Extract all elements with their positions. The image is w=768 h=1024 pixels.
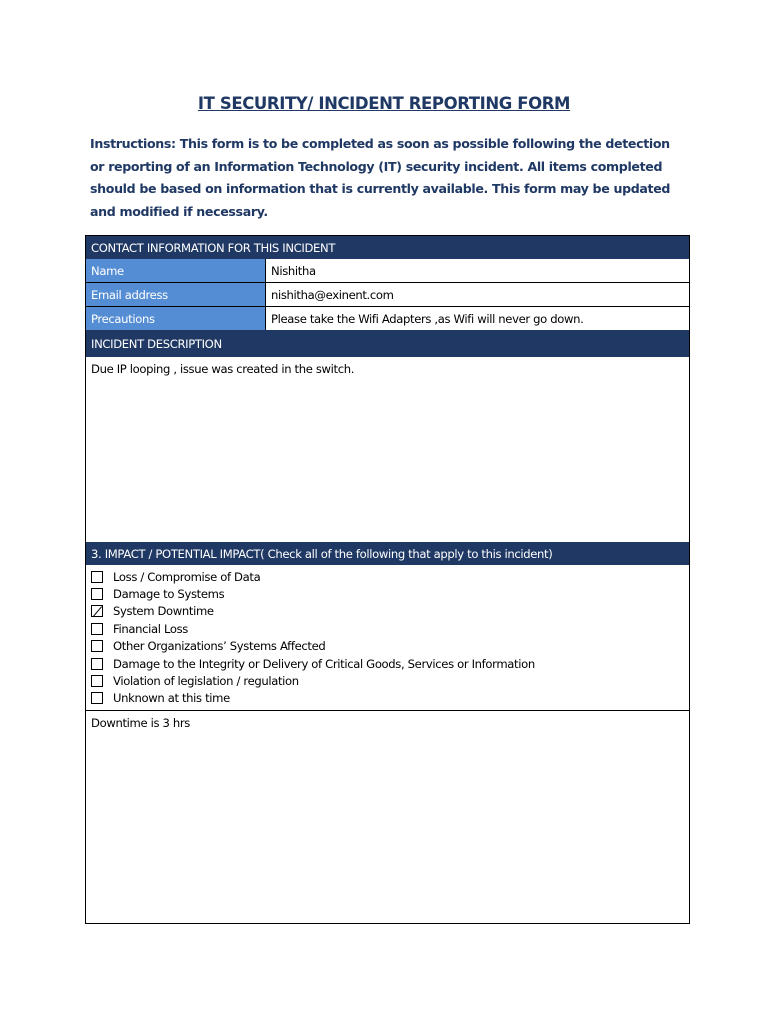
- incident-description-field[interactable]: Due IP looping , issue was created in the switch.: [91, 362, 355, 376]
- email-field[interactable]: nishitha@exinent.com: [265, 283, 689, 306]
- impact-option-label: Other Organizations’ Systems Affected: [113, 639, 326, 654]
- name-row: [86, 259, 689, 283]
- impact-checklist: [86, 565, 689, 711]
- checkbox[interactable]: [91, 692, 103, 704]
- checkbox[interactable]: [91, 658, 103, 670]
- impact-option-label: Loss / Compromise of Data: [113, 569, 261, 584]
- checkbox[interactable]: [91, 675, 103, 687]
- checkbox[interactable]: [91, 623, 103, 635]
- impact-option-integrity[interactable]: [86, 655, 689, 672]
- impact-option-data-loss[interactable]: [86, 568, 689, 585]
- impact-option-system-downtime[interactable]: [86, 603, 689, 620]
- instructions-text: Instructions: This form is to be completed as soon as possible following the detection or reporting of an Information Technology (IT) security incident. All items completed should be based on information that is currently available. This form may be updated and modified if necessary.: [90, 136, 671, 219]
- form-title: IT SECURITY/ INCIDENT REPORTING FORM: [197, 94, 571, 113]
- impact-option-legislation[interactable]: [86, 672, 689, 689]
- impact-option-label: Damage to the Integrity or Delivery of Critical Goods, Services or Information: [113, 656, 535, 671]
- email-row: [86, 283, 689, 307]
- impact-option-unknown[interactable]: [86, 690, 689, 707]
- impact-option-financial-loss[interactable]: [86, 620, 689, 637]
- email-label: Email address: [86, 283, 265, 306]
- precautions-row: [86, 307, 689, 330]
- incident-form: [85, 235, 690, 924]
- checkbox[interactable]: [91, 588, 103, 600]
- impact-option-label: Financial Loss: [113, 621, 188, 636]
- checkbox[interactable]: [91, 571, 103, 583]
- impact-option-label: Violation of legislation / regulation: [113, 674, 299, 689]
- impact-section-header: 3. IMPACT / POTENTIAL IMPACT( Check all of the following that apply to this incident): [86, 542, 689, 565]
- impact-notes-field[interactable]: Downtime is 3 hrs: [91, 716, 190, 730]
- impact-option-label: Damage to Systems: [113, 587, 225, 602]
- precautions-label: Precautions: [86, 307, 265, 330]
- impact-option-other-orgs[interactable]: [86, 638, 689, 655]
- impact-option-system-damage[interactable]: [86, 585, 689, 602]
- name-field[interactable]: Nishitha: [265, 259, 689, 282]
- impact-option-label: Unknown at this time: [113, 691, 230, 706]
- name-label: Name: [86, 259, 265, 282]
- checkbox[interactable]: [91, 640, 103, 652]
- contact-section-header: CONTACT INFORMATION FOR THIS INCIDENT: [86, 236, 689, 259]
- impact-option-label: System Downtime: [113, 604, 214, 619]
- precautions-field[interactable]: Please take the Wifi Adapters ,as Wifi will never go down.: [265, 307, 689, 330]
- incident-description-header: INCIDENT DESCRIPTION: [86, 330, 689, 357]
- checkbox-checked[interactable]: [91, 605, 103, 617]
